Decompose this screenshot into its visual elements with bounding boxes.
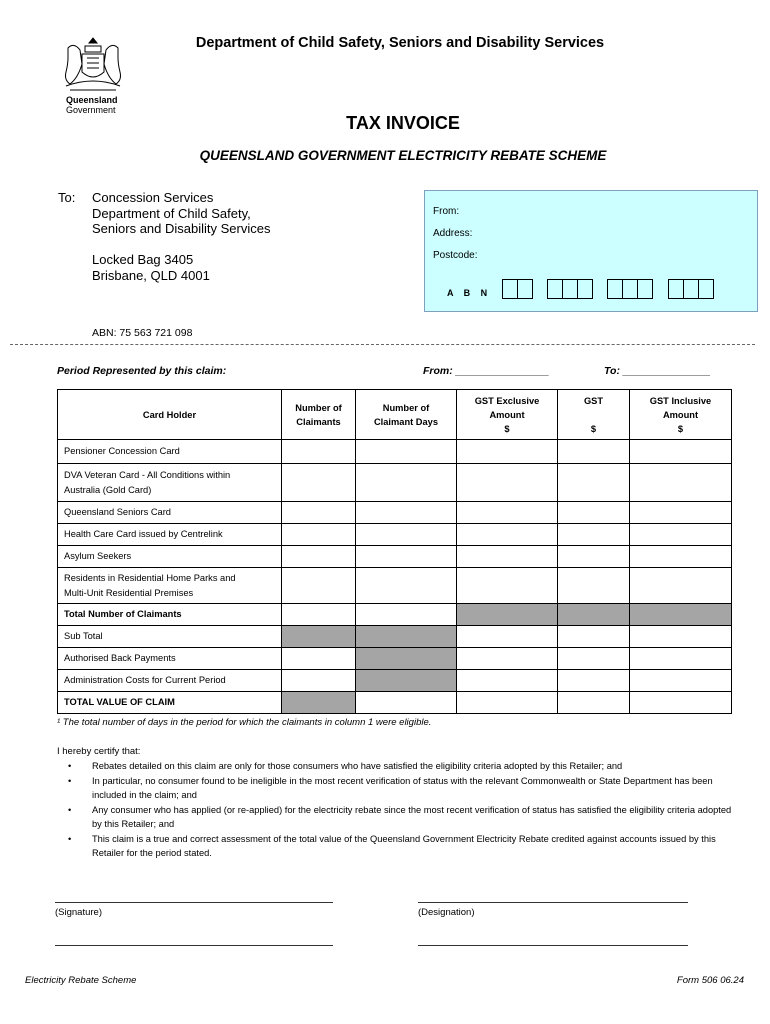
to-line: Concession Services xyxy=(92,190,214,205)
row-label: Authorised Back Payments xyxy=(58,648,282,670)
gst-inclusive-cell[interactable] xyxy=(630,502,732,524)
abn-digit-group-4[interactable] xyxy=(668,279,714,299)
claimants-cell[interactable] xyxy=(282,670,356,692)
logo-text-line1: Queensland xyxy=(66,95,118,105)
signature-caption: (Signature) xyxy=(55,907,102,918)
gst-cell[interactable] xyxy=(558,692,630,714)
claimant-days-cell[interactable] xyxy=(356,546,457,568)
claimants-cell[interactable] xyxy=(282,524,356,546)
gst-exclusive-cell[interactable] xyxy=(457,502,558,524)
table-row xyxy=(58,502,732,524)
shaded-cell xyxy=(630,604,732,626)
row-label: Health Care Card issued by Centrelink xyxy=(58,524,282,546)
period-from-field[interactable]: From: ________________ xyxy=(423,365,550,377)
gst-cell[interactable] xyxy=(558,626,630,648)
gst-inclusive-cell[interactable] xyxy=(630,546,732,568)
gst-cell[interactable] xyxy=(558,502,630,524)
shaded-cell xyxy=(356,648,457,670)
row-label: Asylum Seekers xyxy=(58,546,282,568)
certify-intro: I hereby certify that: xyxy=(57,746,141,757)
postcode-label: Postcode: xyxy=(433,250,478,261)
claimant-days-cell[interactable] xyxy=(356,524,457,546)
document-title: TAX INVOICE xyxy=(346,113,460,133)
department-name: Department of Child Safety, Seniors and Disability Services xyxy=(195,35,605,51)
gst-exclusive-cell[interactable] xyxy=(457,464,558,502)
table-row xyxy=(58,464,732,502)
shaded-cell xyxy=(356,670,457,692)
claimant-days-cell[interactable] xyxy=(356,464,457,502)
period-to-field[interactable]: To: _______________ xyxy=(604,365,711,377)
gst-inclusive-cell[interactable] xyxy=(630,626,732,648)
claimants-cell[interactable] xyxy=(282,546,356,568)
abn-digit-group-2[interactable] xyxy=(547,279,593,299)
gst-inclusive-cell[interactable] xyxy=(630,568,732,604)
table-row xyxy=(58,670,732,692)
certify-item: • In particular, no consumer found to be ineligible in the most recent verification of status with the relevant Commonwealth or State Department has been included in the claim; and xyxy=(57,774,737,803)
table-footnote: ¹ The total number of days in the period for which the claimants in column 1 were eligible. xyxy=(57,717,432,728)
table-row xyxy=(58,546,732,568)
header-gst-exclusive: GST Exclusive Amount $ xyxy=(457,390,558,440)
footer-form-number: Form 506 06.24 xyxy=(676,975,744,986)
header-card-holder: Card Holder xyxy=(58,390,282,440)
claimant-days-cell[interactable] xyxy=(356,604,457,626)
row-label: Administration Costs for Current Period xyxy=(58,670,282,692)
logo-wordmark xyxy=(66,95,118,115)
gst-exclusive-cell[interactable] xyxy=(457,626,558,648)
gst-exclusive-cell[interactable] xyxy=(457,692,558,714)
to-label: To: xyxy=(58,190,76,205)
gst-inclusive-cell[interactable] xyxy=(630,464,732,502)
gst-exclusive-cell[interactable] xyxy=(457,568,558,604)
table-row xyxy=(58,604,732,626)
table-row xyxy=(58,524,732,546)
header-number-of-claimants: Number of Claimants xyxy=(282,390,356,440)
row-label: Queensland Seniors Card xyxy=(58,502,282,524)
gst-cell[interactable] xyxy=(558,464,630,502)
header-number-of-claimant-days: Number of Claimant Days xyxy=(356,390,457,440)
document-subtitle: QUEENSLAND GOVERNMENT ELECTRICITY REBATE SCHEME xyxy=(199,148,607,163)
claimants-cell[interactable] xyxy=(282,502,356,524)
gst-inclusive-cell[interactable] xyxy=(630,524,732,546)
claimant-days-cell[interactable] xyxy=(356,692,457,714)
signature-line[interactable] xyxy=(55,902,333,903)
designation-caption: (Designation) xyxy=(418,907,475,918)
claimant-days-cell[interactable] xyxy=(356,440,457,464)
certify-item: • Rebates detailed on this claim are only for those consumers who have satisfied the eligibility criteria adopted by this Retailer; and xyxy=(57,759,737,774)
logo-text-line2: Government xyxy=(66,105,116,115)
abn-label: A B N xyxy=(447,288,492,298)
row-label: Pensioner Concession Card xyxy=(58,440,282,464)
claim-table xyxy=(57,389,732,714)
gst-exclusive-cell[interactable] xyxy=(457,546,558,568)
gst-exclusive-cell[interactable] xyxy=(457,670,558,692)
claimant-days-cell[interactable] xyxy=(356,568,457,604)
gst-inclusive-cell[interactable] xyxy=(630,648,732,670)
from-details-box[interactable] xyxy=(424,190,758,312)
section-divider xyxy=(10,344,755,345)
address-label: Address: xyxy=(433,228,473,239)
table-row xyxy=(58,568,732,604)
gst-cell[interactable] xyxy=(558,670,630,692)
row-label: Total Number of Claimants xyxy=(58,604,282,626)
claimants-cell[interactable] xyxy=(282,440,356,464)
claimants-cell[interactable] xyxy=(282,604,356,626)
to-line: Seniors and Disability Services xyxy=(92,221,271,236)
shaded-cell xyxy=(282,692,356,714)
row-label: TOTAL VALUE OF CLAIM xyxy=(58,692,282,714)
gst-exclusive-cell[interactable] xyxy=(457,440,558,464)
shaded-cell xyxy=(457,604,558,626)
certify-item: • Any consumer who has applied (or re-applied) for the electricity rebate since the most recent verification of status has satisfied the eligibility criteria adopted by this Retailer; and xyxy=(57,803,737,832)
row-label: Sub Total xyxy=(58,626,282,648)
to-line: Locked Bag 3405 xyxy=(92,252,194,267)
certify-item: • This claim is a true and correct assessment of the total value of the Queensland Government Electricity Rebate credited against accounts issued by this Retailer for the period stated. xyxy=(57,832,737,861)
designation-line[interactable] xyxy=(418,902,688,903)
to-address xyxy=(92,190,270,283)
period-label: Period Represented by this claim: xyxy=(57,365,227,377)
table-row xyxy=(58,626,732,648)
footer-scheme-name: Electricity Rebate Scheme xyxy=(25,975,137,986)
gst-exclusive-cell[interactable] xyxy=(457,524,558,546)
gst-inclusive-cell[interactable] xyxy=(630,670,732,692)
abn-digit-group-1[interactable] xyxy=(502,279,533,299)
gst-inclusive-cell[interactable] xyxy=(630,440,732,464)
shaded-cell xyxy=(558,604,630,626)
gst-cell[interactable] xyxy=(558,648,630,670)
gst-cell[interactable] xyxy=(558,440,630,464)
table-row xyxy=(58,440,732,464)
claimant-days-cell[interactable] xyxy=(356,502,457,524)
from-label: From: xyxy=(433,206,460,217)
gst-cell[interactable] xyxy=(558,546,630,568)
gst-cell[interactable] xyxy=(558,524,630,546)
certify-list xyxy=(57,759,737,861)
gst-inclusive-cell[interactable] xyxy=(630,692,732,714)
abn-digit-group-3[interactable] xyxy=(607,279,653,299)
designation-line-2[interactable] xyxy=(418,945,688,946)
gst-cell[interactable] xyxy=(558,568,630,604)
signature-line-2[interactable] xyxy=(55,945,333,946)
claimants-cell[interactable] xyxy=(282,648,356,670)
to-line: Brisbane, QLD 4001 xyxy=(92,267,210,283)
row-label: Residents in Residential Home Parks and Multi-Unit Residential Premises xyxy=(58,568,282,604)
table-row xyxy=(58,692,732,714)
table-row xyxy=(58,648,732,670)
table-header-row xyxy=(58,390,732,440)
gst-exclusive-cell[interactable] xyxy=(457,648,558,670)
to-line: Department of Child Safety, xyxy=(92,205,251,221)
row-label: DVA Veteran Card - All Conditions within Australia (Gold Card) xyxy=(58,464,282,502)
shaded-cell xyxy=(356,626,457,648)
claimants-cell[interactable] xyxy=(282,568,356,604)
header-gst-inclusive: GST Inclusive Amount $ xyxy=(630,390,732,440)
recipient-abn: ABN: 75 563 721 098 xyxy=(92,327,193,339)
claimants-cell[interactable] xyxy=(282,464,356,502)
to-line xyxy=(92,237,270,253)
shaded-cell xyxy=(282,626,356,648)
header-gst: GST $ xyxy=(558,390,630,440)
